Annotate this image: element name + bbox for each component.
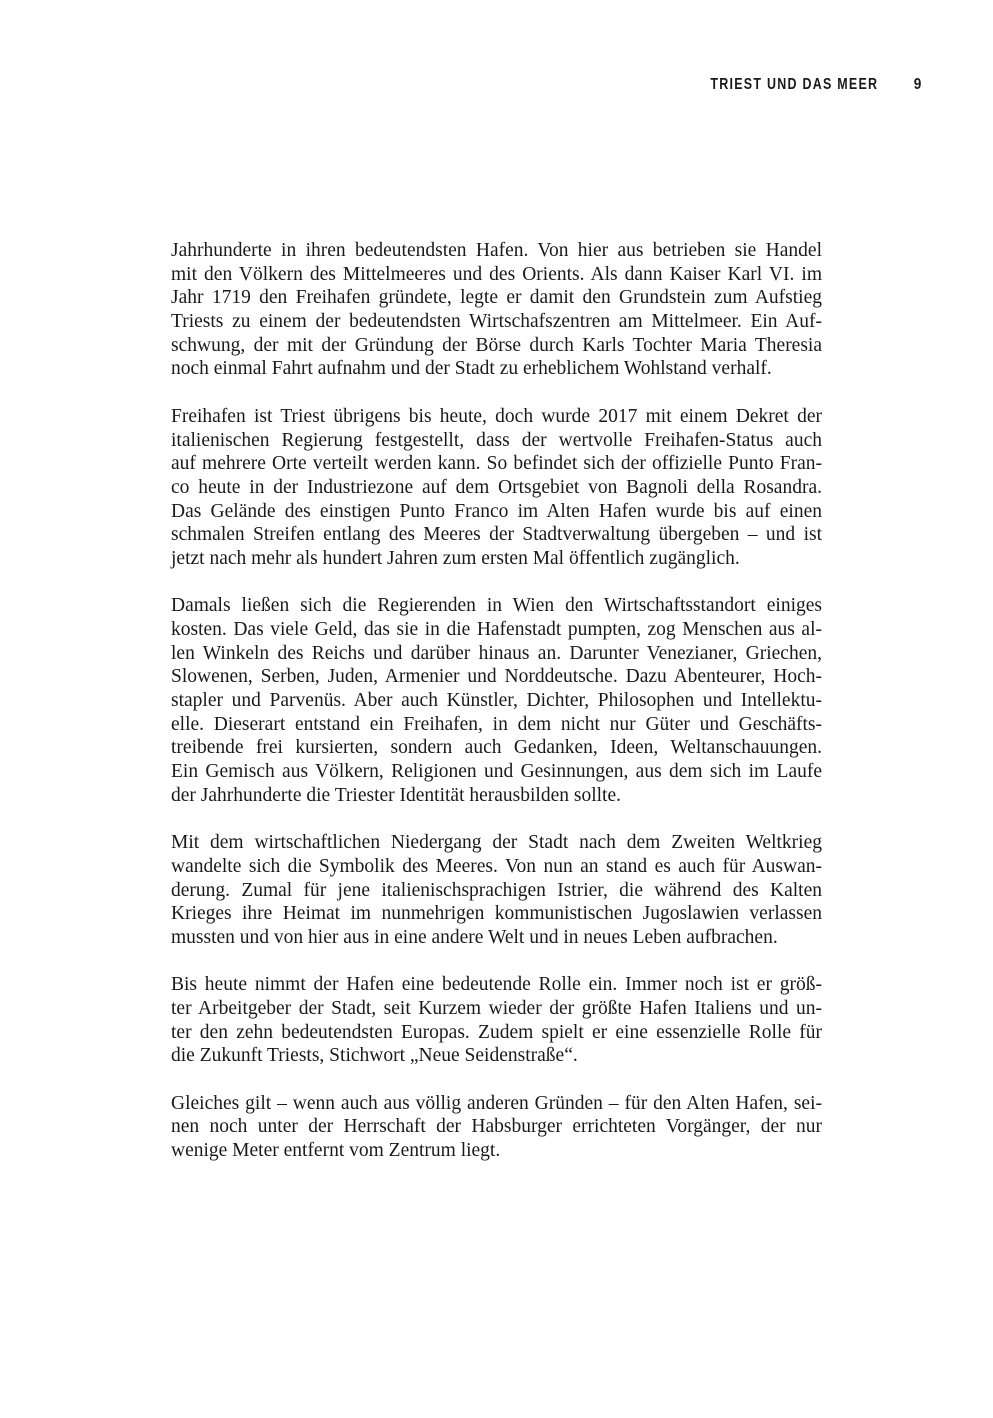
text-line: Mit dem wirtschaftlichen Niedergang der Stadt nach dem Zweiten Weltkrieg [171, 832, 822, 854]
text-line: Slowenen, Serben, Juden, Armenier und Norddeutsche. Dazu Abenteurer, Hoch- [171, 666, 822, 688]
paragraph [171, 594, 822, 807]
paragraph [171, 1092, 822, 1163]
page-number: 9 [913, 76, 923, 93]
text-line: auf mehrere Orte verteilt werden kann. So befindet sich der offizielle Punto Fran- [171, 453, 822, 475]
text-line: Jahrhunderte in ihren bedeutendsten Hafen. Von hier aus betrieben sie Handel [171, 240, 822, 261]
text-line: italienischen Regierung festgestellt, dass der wertvolle Freihafen-Status auch [171, 429, 822, 451]
text-line: kosten. Das viele Geld, das sie in die Hafenstadt pumpten, zog Menschen aus al- [171, 619, 822, 640]
text-line: len Winkeln des Reichs und darüber hinaus an. Darunter Venezianer, Griechen, [171, 642, 822, 664]
text-line: Bis heute nimmt der Hafen eine bedeutende Rolle ein. Immer noch ist er größ- [171, 974, 822, 996]
text-line: mit den Völkern des Mittelmeeres und des Orients. Als dann Kaiser Karl VI. im [171, 263, 822, 285]
running-head [663, 76, 923, 94]
text-line: derung. Zumal für jene italienischsprachigen Istrier, die während des Kalten [171, 879, 822, 901]
body-text [171, 239, 822, 1163]
text-line: jetzt nach mehr als hundert Jahren zum ersten Mal öffentlich zugänglich. [171, 547, 740, 569]
text-line: Freihafen ist Triest übrigens bis heute, doch wurde 2017 mit einem Dekret der [171, 405, 822, 427]
text-line: co heute in der Industriezone auf dem Ortsgebiet von Bagnoli della Rosandra. [171, 476, 822, 498]
text-line: treibende frei kursierten, sondern auch Gedanken, Ideen, Weltanschauungen. [171, 737, 822, 759]
text-line: noch einmal Fahrt aufnahm und der Stadt zu erheblichem Wohlstand verhalf. [171, 358, 772, 380]
text-line: schwung, der mit der Gründung der Börse durch Karls Tochter Maria Theresia [171, 334, 822, 356]
paragraph [171, 405, 822, 571]
text-line: schmalen Streifen entlang des Meeres der Stadtverwaltung übergeben – und ist [171, 524, 822, 546]
text-line: Das Gelände des einstigen Punto Franco im Alten Hafen wurde bis auf einen [171, 500, 822, 522]
text-line: ter Arbeitgeber der Stadt, seit Kurzem wieder der größte Hafen Italiens und un- [171, 998, 822, 1019]
text-line: der Jahrhunderte die Triester Identität herausbilden sollte. [171, 784, 622, 806]
text-line: wandelte sich die Symbolik des Meeres. Von nun an stand es auch für Auswan- [171, 855, 822, 877]
paragraph [171, 831, 822, 949]
paragraph [171, 239, 822, 381]
text-line: mussten und von hier aus in eine andere Welt und in neues Leben aufbrachen. [171, 926, 778, 948]
text-line: wenige Meter entfernt vom Zentrum liegt. [171, 1140, 501, 1162]
text-line: ter den zehn bedeutendsten Europas. Zudem spielt er eine essenzielle Rolle für [171, 1021, 822, 1043]
text-line: Gleiches gilt – wenn auch aus völlig anderen Gründen – für den Alten Hafen, sei- [171, 1092, 822, 1114]
running-title: TRIEST UND DAS MEER [710, 76, 879, 93]
text-line: Krieges ihre Heimat im nunmehrigen kommunistischen Jugoslawien verlassen [171, 903, 822, 925]
text-line: elle. Dieserart entstand ein Freihafen, in dem nicht nur Güter und Geschäfts- [171, 713, 822, 735]
text-line: die Zukunft Triests, Stichwort „Neue Seidenstraße“. [171, 1045, 578, 1067]
text-line: nen noch unter der Herrschaft der Habsburger errichteten Vorgänger, der nur [171, 1116, 822, 1138]
text-line: Jahr 1719 den Freihafen gründete, legte er damit den Grundstein zum Aufstieg [171, 287, 822, 309]
text-line: stapler und Parvenüs. Aber auch Künstler, Dichter, Philosophen und Intellektu- [171, 690, 822, 712]
text-line: Triests zu einem der bedeutendsten Wirtschafszentren am Mittelmeer. Ein Auf- [171, 311, 822, 333]
text-line: Ein Gemisch aus Völkern, Religionen und Gesinnungen, aus dem sich im Laufe [171, 761, 822, 783]
text-line: Damals ließen sich die Regierenden in Wien den Wirtschaftsstandort einiges [171, 595, 822, 617]
paragraph [171, 973, 822, 1068]
